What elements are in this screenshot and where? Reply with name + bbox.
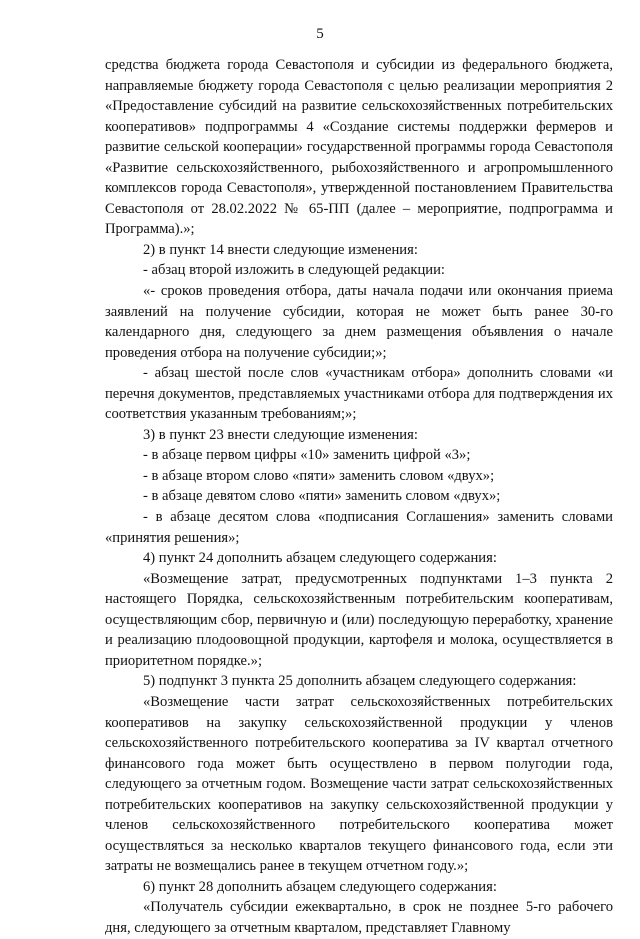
paragraph-item-2-quote: «- сроков проведения отбора, даты начала подачи или окончания приема заявлений на получение субсидии, которая не может быть ранее 30-го календарного дня, следующего за днем размещения объявления о начале проведения отбора на получение субсидии;»; bbox=[105, 283, 613, 361]
paragraph-item-3-first: - в абзаце первом цифры «10» заменить цифрой «3»; bbox=[143, 447, 471, 464]
paragraph-item-3-tenth: - в абзаце десятом слова «подписания Соглашения» заменить словами «принятия решения»; bbox=[105, 509, 613, 546]
paragraph-budget-sources: средства бюджета города Севастополя и субсидии из федерального бюджета, направляемые бюджету города Севастополя с целью реализации мероприятия 2 «Предоставление субсидий на развитие сельскохозяйственных потребительских кооперативов» подпрограммы 4 «Создание системы поддержки фермеров и развитие сельской кооперации» государственной программы города Севастополя «Развитие сельскохозяйственного, рыбохозяйственного и агропромышленного комплексов города Севастополя», утвержденной постановлением Правительства Севастополя от 28.02.2022 № 65-ПП (далее – мероприятие, подпрограмма и Программа).»; bbox=[105, 57, 613, 238]
paragraph-item-3: 3) в пункт 23 внести следующие изменения: bbox=[143, 426, 418, 443]
paragraph-item-6: 6) пункт 28 дополнить абзацем следующего содержания: bbox=[143, 878, 497, 895]
paragraph-item-5: 5) подпункт 3 пункта 25 дополнить абзацем следующего содержания: bbox=[143, 673, 577, 690]
paragraph-item-4-quote: «Возмещение затрат, предусмотренных подпунктами 1–3 пункта 2 настоящего Порядка, сельскохозяйственным потребительским кооперативам, осуществляющим сбор, первичную и (или) последующую переработку, хранение и реализацию плодоовощной продукции, картофеля и молока, осуществляется в приоритетном порядке.»; bbox=[105, 570, 613, 669]
document-body bbox=[105, 55, 613, 939]
paragraph-item-5-quote: «Возмещение части затрат сельскохозяйственных потребительских кооперативов на закупку сельскохозяйственной продукции у членов сельскохозяйственного потребительского кооператива за IV квартал отчетного финансового года может быть осуществлено в первом полугодии года, следующего за отчетным годом. Возмещение части затрат сельскохозяйственных потребительских кооперативов на закупку сельскохозяйственной продукции у членов сельскохозяйственного потребительского кооператива может осуществляться за несколько кварталов текущего финансового года, если эти затраты не возмещались ранее в текущем отчетном году.»; bbox=[105, 693, 613, 875]
paragraph-item-6-quote: «Получатель субсидии ежеквартально, в срок не позднее 5-го рабочего дня, следующего за отчетным кварталом, представляет Главному bbox=[105, 899, 613, 936]
paragraph-item-2-sixth: - абзац шестой после слов «участникам отбора» дополнить словами «и перечня документов, представляемых участниками отбора для подтверждения их соответствия указанным требованиям;»; bbox=[105, 365, 613, 423]
paragraph-item-2: 2) в пункт 14 внести следующие изменения: bbox=[143, 241, 418, 258]
page-number: 5 bbox=[316, 26, 324, 42]
paragraph-item-3-ninth: - в абзаце девятом слово «пяти» заменить словом «двух»; bbox=[143, 488, 501, 505]
paragraph-item-2-subitem: - абзац второй изложить в следующей редакции: bbox=[143, 262, 445, 279]
paragraph-item-4: 4) пункт 24 дополнить абзацем следующего содержания: bbox=[143, 550, 497, 567]
paragraph-item-3-second: - в абзаце втором слово «пяти» заменить словом «двух»; bbox=[143, 467, 495, 484]
